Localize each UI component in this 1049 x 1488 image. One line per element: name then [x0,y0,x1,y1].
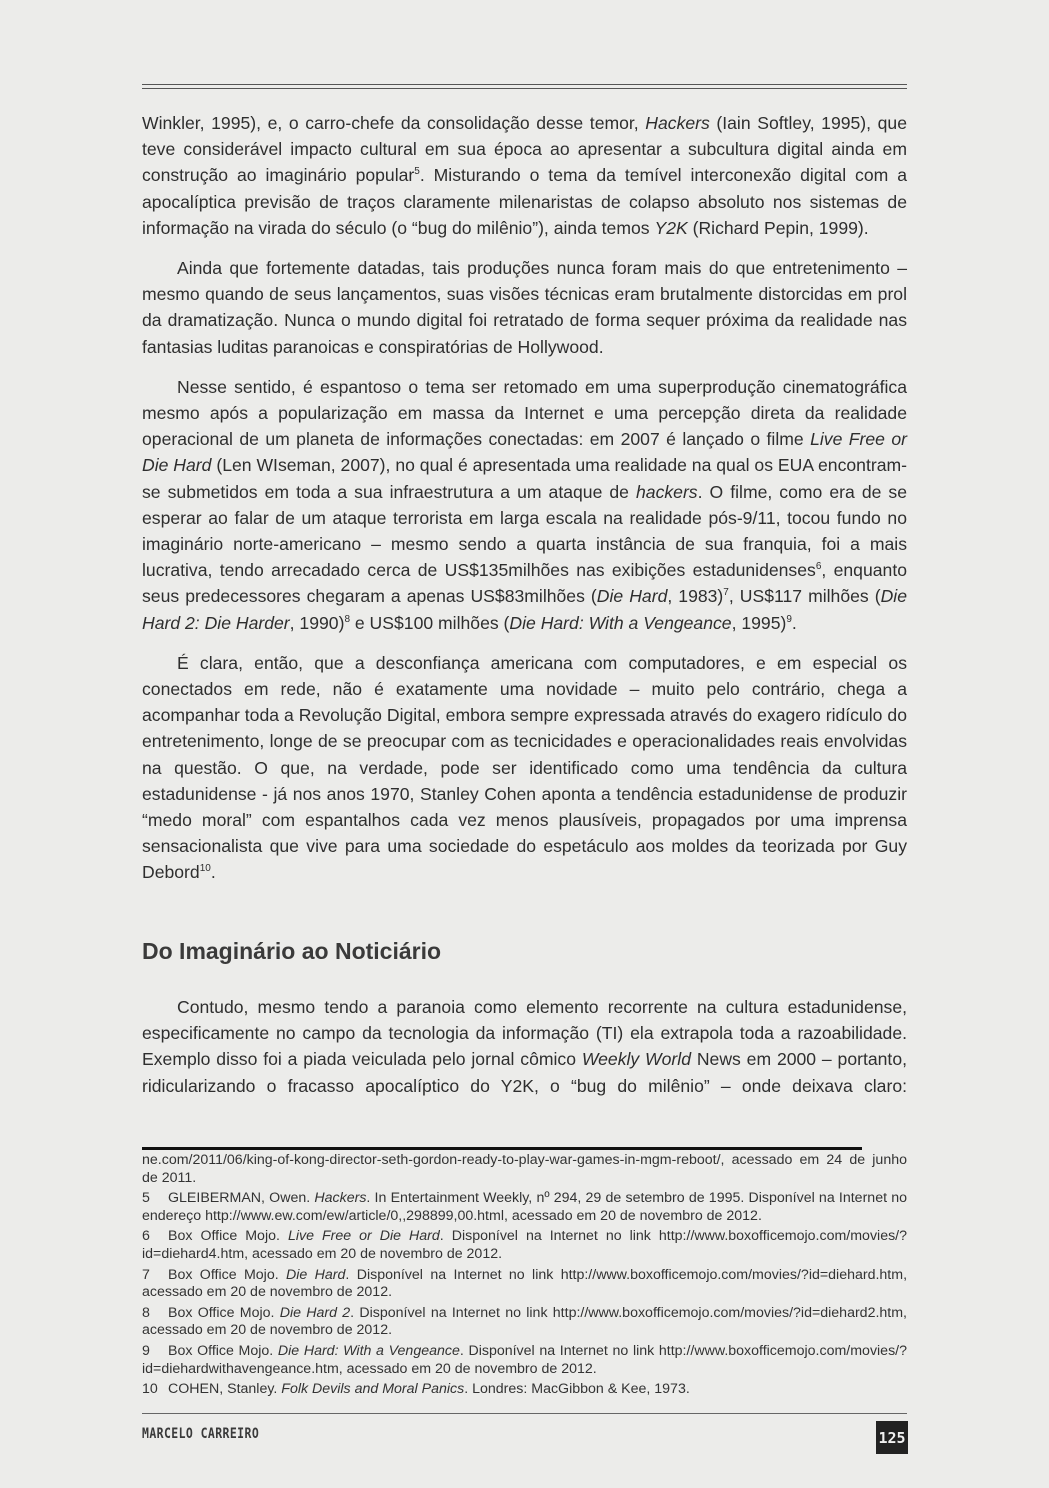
text: News em 2000 – portanto, ridicularizando o fracasso apocalíptico do Y2K, o “bug do milênio” – onde deixava claro: [142,1049,907,1096]
page-number: 125 [876,1421,908,1454]
footer-rule [142,1413,907,1414]
film-title: Die Hard: With a Vengeance [509,612,732,633]
footnote-title: Live Free or Die Hard [287,1228,440,1245]
footnote-9 [142,1343,907,1378]
footnote-text: . Londres: MacGibbon & Kee, 1973. [464,1381,690,1398]
footnote-continuation [142,1152,907,1187]
footnote-title: Die Hard: With a Vengeance [277,1342,460,1359]
text: , 1990) [289,612,345,633]
author-name: MARCELO CARREIRO [142,1426,260,1442]
paragraph-1 [142,110,907,241]
footnote-7 [142,1267,907,1302]
footnote-text: GLEIBERMAN, Owen. [168,1190,315,1207]
film-title: Die Hard 2: Die Harder [142,586,907,633]
footnote-text: ne.com/2011/06/king-of-kong-director-seth-gordon-ready-to-play-war-games-in-mgm-reboot/, acessado em 24 de junho de 2011. [142,1152,907,1186]
footnote-text: Box Office Mojo. [168,1342,278,1359]
film-title: Live Free or Die Hard [142,429,907,476]
footnote-5 [142,1190,907,1225]
text: Ainda que fortemente datadas, tais produções nunca foram mais do que entretenimento – mesmo quando de seus lançamentos, suas visões técnicas eram brutalmente distorcidas em prol da dramatização. Nunca o mundo digital foi retratado de forma sequer próxima da realidade nas fantasias luditas paranoicas e conspiratórias de Hollywood. [142,258,907,357]
footnote-number: 8 [142,1304,150,1321]
footnote-title: Folk Devils and Moral Panics [281,1381,465,1398]
text: Contudo, mesmo tendo a paranoia como elemento recorrente na cultura estadunidense, especificamente no campo da tecnologia da informação (TI) ela extrapola toda a razoabilidade. Exemplo disso foi a piada veiculada pelo jornal cômico [142,997,907,1070]
footnote-ref-6[interactable]: 6 [815,561,822,573]
film-title: Hackers [645,113,710,133]
footnote-text: Box Office Mojo. [168,1228,288,1245]
footnote-number: 9 [142,1342,150,1359]
text: . [791,612,797,633]
italic-term: hackers [636,481,698,502]
footnote-number: 6 [142,1228,150,1245]
section-body [142,994,907,1099]
body-text [142,110,907,900]
paragraph-5 [142,994,907,1099]
text: (Iain Softley, 1995), que teve considerável impacto cultural em sua época ao apresentar a subcultura digital ainda em construção ao imaginário popular [142,113,907,186]
footnote-text: COHEN, Stanley. [168,1381,282,1398]
footnote-ref-9[interactable]: 9 [786,613,792,625]
footnote-ref-10[interactable]: 10 [199,863,211,875]
footnotes [142,1152,907,1402]
paragraph-3 [142,374,907,636]
footnote-ref-8[interactable]: 8 [344,613,350,625]
footnote-text: Box Office Mojo. [168,1266,287,1283]
footnote-text: . Disponível na Internet no link http://www.boxofficemojo.com/movies/?id=diehard2.htm, acessado em 20 de novembro de 2012. [142,1304,907,1339]
text: e US$100 milhões ( [350,612,510,633]
text: , 1995) [731,612,787,633]
footnote-text: . Disponível na Internet no link http://www.boxofficemojo.com/movies/?id=diehard.htm, acessado em 20 de novembro de 2012. [142,1266,908,1301]
text: . Misturando o tema da temível interconexão digital com a apocalíptica previsão de traços claramente milenaristas de colapso absoluto nos sistemas de informação na virada do século (o “bug do milênio”), ainda temos [142,165,907,238]
footnote-ref-5[interactable]: 5 [414,166,420,178]
footnote-6 [142,1228,907,1263]
footnote-title: Die Hard 2 [279,1304,351,1321]
footnote-text: Box Office Mojo. [168,1304,280,1321]
paragraph-4 [142,650,907,886]
footnote-ref-7[interactable]: 7 [723,587,729,599]
footnote-text: . Disponível na Internet no link http://www.boxofficemojo.com/movies/?id=diehardwithavengeance.htm, acessado em 20 de novembro de 2012. [142,1342,908,1377]
text: . O filme, como era de se esperar ao falar de um ataque terrorista em larga escala na realidade pós-9/11, tocou fundo no imaginário norte-americano – mesmo sendo a quarta instância de sua franquia, foi a mais lucrativa, tendo arrecadado cerca de US$135milhões nas exibições estadunidenses [142,481,908,581]
film-title: Y2K [654,217,688,238]
footnote-number: 5 [142,1190,150,1207]
footnote-number: 7 [142,1266,150,1283]
text: , 1983) [667,586,724,607]
text: Nesse sentido, é espantoso o tema ser retomado em uma superprodução cinematográfica mesmo após a popularização em massa da Internet e uma percepção direta da realidade operacional de um planeta de informações conectadas: em 2007 é lançado o filme [142,376,907,450]
footnote-separator [142,1147,862,1150]
footnote-title: Hackers [314,1190,367,1207]
film-title: Die Hard [596,586,668,607]
section-title: Do Imaginário ao Noticiário [142,938,442,964]
publication-title: Weekly World [581,1049,691,1070]
text: (Len WIseman, 2007), no qual é apresentada uma realidade na qual os EUA encontram-se submetidos em toda a sua infraestrutura a um ataque de [142,455,908,502]
text: , enquanto seus predecessores chegaram a apenas US$83milhões ( [142,560,907,607]
footnote-8 [142,1305,907,1340]
footnote-10 [142,1381,907,1399]
text: É clara, então, que a desconfiança americana com computadores, e em especial os conectados em rede, não é exatamente uma novidade – muito pelo contrário, chega a acompanhar toda a Revolução Digital, embora sempre expressada através do exagero ridículo do entretenimento, longe de se preocupar com as tecnicidades e operacionalidades reais envolvidas na questão. O que, na verdade, pode ser identificado como uma tendência da cultura estadunidense - já nos anos 1970, Stanley Cohen aponta a tendência estadunidense de produzir “medo moral” com espantalhos cada vez menos plausíveis, propagados por uma imprensa sensacionalista que vive para uma sociedade do espetáculo aos moldes da teorizada por Guy Debord [142,652,907,883]
footnote-text: . In Entertainment Weekly, nº 294, 29 de setembro de 1995. Disponível na Internet no endereço http://www.ew.com/ew/article/0,,298899,00.html, acessado em 20 de novembro de 2012. [142,1190,908,1224]
text: (Richard Pepin, 1999). [687,217,869,238]
header-double-rule [142,84,907,89]
footnote-number: 10 [142,1381,158,1398]
footnote-text: . Disponível na Internet no link http://www.boxofficemojo.com/movies/?id=diehard4.htm, acessado em 20 de novembro de 2012. [142,1228,908,1262]
text: , US$117 milhões ( [728,586,881,607]
footnote-title: Die Hard [286,1266,346,1283]
text: Winkler, 1995), e, o carro-chefe da consolidação desse temor, [142,113,646,133]
paragraph-2 [142,255,907,360]
text: . [210,862,216,883]
